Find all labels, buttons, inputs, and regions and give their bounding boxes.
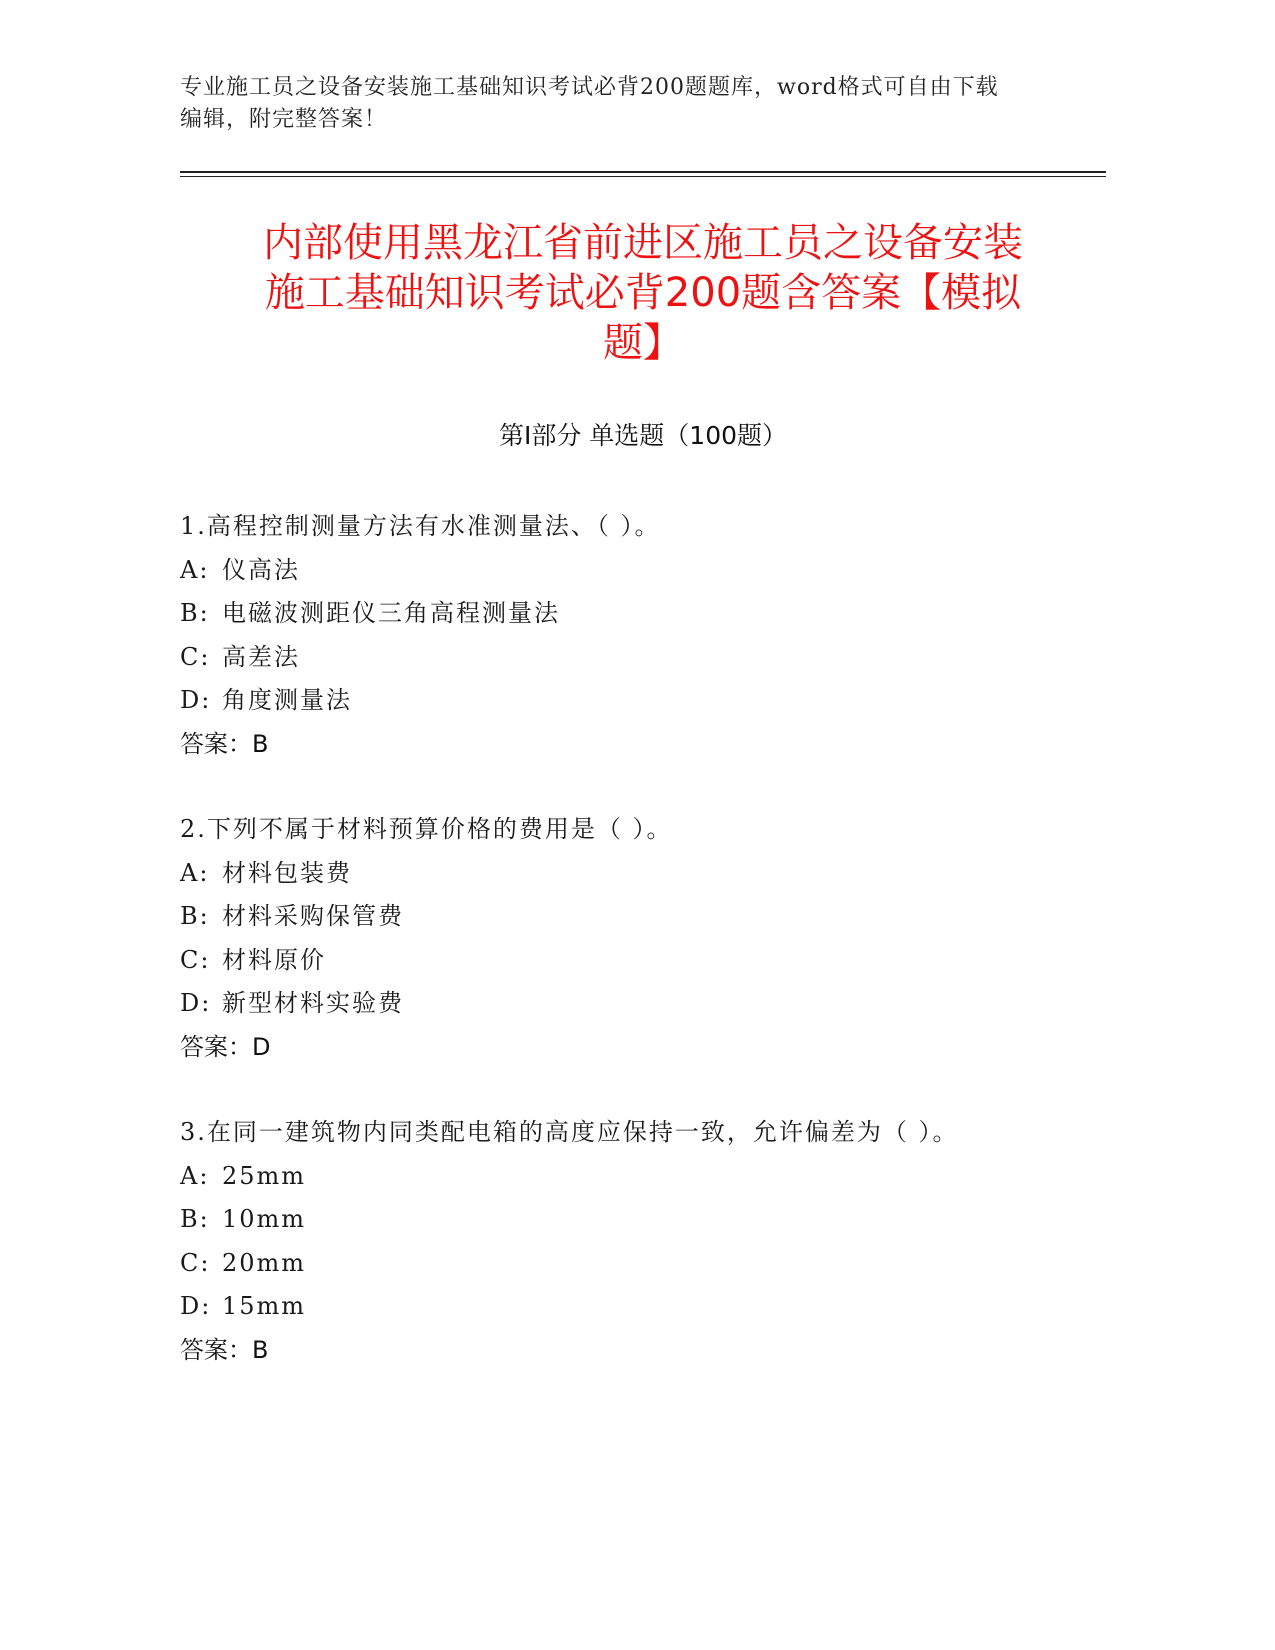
- option-b: [180, 895, 1106, 939]
- question-answer: 答案：B: [180, 1335, 269, 1364]
- option-text: 电磁波测距仪三角高程测量法: [222, 599, 560, 627]
- option-b: [180, 592, 1106, 636]
- option-text: 25mm: [222, 1161, 307, 1190]
- option-c: [180, 636, 1106, 680]
- document-title-line2: 施工基础知识考试必背200题含答案【模拟: [264, 270, 1022, 316]
- question-2: [180, 808, 1106, 1069]
- option-key: B:: [180, 599, 210, 627]
- option-c: [180, 1242, 1106, 1286]
- question-answer: 答案：B: [180, 729, 269, 758]
- option-text: 材料采购保管费: [222, 902, 404, 930]
- option-key: D:: [180, 1292, 212, 1320]
- option-d: [180, 679, 1106, 723]
- header-divider-thick: [180, 171, 1106, 173]
- option-text: 10mm: [222, 1205, 307, 1233]
- question-1: [180, 505, 1106, 766]
- option-d: [180, 982, 1106, 1026]
- option-key: B:: [180, 1205, 210, 1233]
- section-heading: 第Ⅰ部分 单选题（100题）: [498, 421, 788, 450]
- document-title-line3: 题】: [603, 320, 683, 366]
- option-key: D:: [180, 989, 212, 1017]
- document-title-line1: 内部使用黑龙江省前进区施工员之设备安装: [263, 220, 1023, 266]
- header-note-line1: 专业施工员之设备安装施工基础知识考试必背200题题库，word格式可自由下载: [180, 75, 999, 100]
- question-list: [180, 505, 1106, 1414]
- option-text: 仪高法: [222, 555, 300, 584]
- option-key: C:: [180, 1248, 211, 1277]
- question-answer: 答案：D: [180, 1032, 271, 1061]
- option-key: A:: [180, 555, 210, 584]
- question-stem: 1.高程控制测量方法有水准测量法、（ ）。: [180, 512, 661, 540]
- option-text: 高差法: [222, 642, 300, 671]
- question-3: [180, 1111, 1106, 1372]
- header-note-line2: 编辑，附完整答案！: [180, 107, 388, 132]
- option-c: [180, 939, 1106, 983]
- option-b: [180, 1198, 1106, 1242]
- option-text: 角度测量法: [222, 686, 352, 714]
- document-title: [180, 218, 1106, 368]
- option-key: B:: [180, 902, 210, 930]
- option-text: 20mm: [222, 1248, 307, 1277]
- option-key: C:: [180, 642, 211, 671]
- header-note: [180, 72, 1080, 136]
- header-divider-thin: [180, 176, 1106, 177]
- option-key: D:: [180, 686, 212, 714]
- option-text: 材料包装费: [222, 858, 352, 887]
- option-a: [180, 1155, 1106, 1199]
- question-stem: 2.下列不属于材料预算价格的费用是（ ）。: [180, 815, 673, 843]
- option-d: [180, 1285, 1106, 1329]
- option-key: C:: [180, 945, 211, 974]
- option-key: A:: [180, 1161, 210, 1190]
- option-key: A:: [180, 858, 210, 887]
- question-stem: 3.在同一建筑物内同类配电箱的高度应保持一致，允许偏差为（ ）。: [180, 1118, 959, 1146]
- option-text: 材料原价: [222, 945, 326, 974]
- option-text: 15mm: [222, 1292, 307, 1320]
- option-text: 新型材料实验费: [222, 989, 404, 1017]
- option-a: [180, 549, 1106, 593]
- option-a: [180, 852, 1106, 896]
